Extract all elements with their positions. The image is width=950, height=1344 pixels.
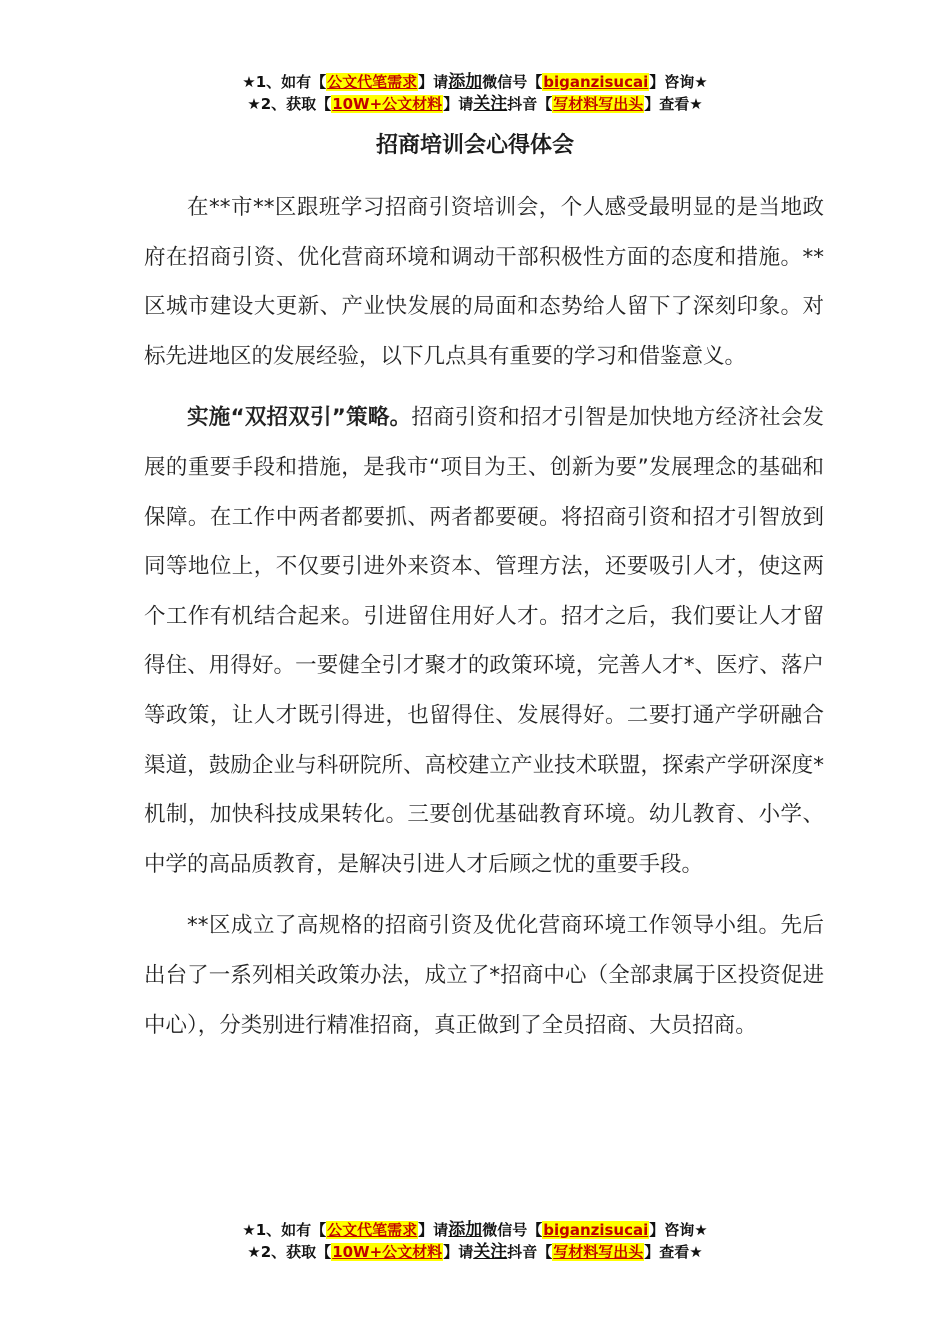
highlight-materials: 10W+公文材料 (332, 95, 443, 113)
banner-text: ★2、获取【 (247, 95, 332, 113)
paragraph-1: 在**市**区跟班学习招商引资培训会，个人感受最明显的是当地政府在招商引资、优化营商环境和调动干部积极性方面的态度和措施。**区城市建设大更新、产业快发展的局面和态势给人留下了深刻印象。对标先进地区的发展经验，以下几点具有重要的学习和借鉴意义。 (144, 195, 824, 369)
highlight-douyin-account: 写材料写出头 (553, 95, 644, 113)
banner-text: 】咨询★ (649, 73, 708, 91)
highlight-ghostwriting: 公文代笔需求 (327, 73, 418, 91)
banner-line-1 (0, 1219, 950, 1241)
banner-line-1 (0, 71, 950, 93)
header-banner (0, 71, 950, 115)
paragraph-3: **区成立了高规格的招商引资及优化营商环境工作领导小组。先后出台了一系列相关政策办法，成立了*招商中心（全部隶属于区投资促进中心），分类别进行精准招商，真正做到了全员招商、大员招商。 (144, 913, 824, 1038)
banner-emphasis: 关注 (473, 94, 508, 114)
banner-text: ★2、获取【 (247, 1243, 332, 1261)
paragraph-2-heading: 实施“双招双引”策略。 (187, 405, 412, 431)
highlight-materials: 10W+公文材料 (332, 1243, 443, 1261)
document-body (144, 183, 824, 1062)
banner-text: 】请 (418, 1221, 449, 1239)
highlight-wechat-id: biganzisucai (543, 1221, 649, 1239)
banner-text: 微信号【 (482, 1221, 543, 1239)
highlight-douyin-account: 写材料写出头 (553, 1243, 644, 1261)
document-title: 招商培训会心得体会 (375, 133, 574, 158)
banner-line-2 (0, 1241, 950, 1263)
banner-text: 】咨询★ (649, 1221, 708, 1239)
banner-text: ★1、如有【 (242, 1221, 327, 1239)
banner-text: 】查看★ (644, 95, 703, 113)
banner-emphasis: 添加 (448, 72, 483, 92)
banner-text: 】请 (443, 95, 474, 113)
footer-banner (0, 1219, 950, 1263)
banner-text: 抖音【 (507, 1243, 553, 1261)
banner-line-2 (0, 93, 950, 115)
banner-text: 抖音【 (507, 95, 553, 113)
banner-text: ★1、如有【 (242, 73, 327, 91)
banner-emphasis: 添加 (448, 1220, 483, 1240)
paragraph-2-text: 招商引资和招才引智是加快地方经济社会发展的重要手段和措施，是我市“项目为王、创新为要”发展理念的基础和保障。在工作中两者都要抓、两者都要硬。将招商引资和招才引智放到同等地位上，不仅要引进外来资本、管理方法，还要吸引人才，使这两个工作有机结合起来。引进留住用好人才。招才之后，我们要让人才留得住、用得好。一要健全引才聚才的政策环境，完善人才*、医疗、落户等政策，让人才既引得进，也留得住、发展得好。二要打通产学研融合渠道，鼓励企业与科研院所、高校建立产业技术联盟，探索产学研深度*机制，加快科技成果转化。三要创优基础教育环境。幼儿教育、小学、中学的高品质教育，是解决引进人才后顾之忧的重要手段。 (144, 405, 824, 877)
banner-text: 微信号【 (482, 73, 543, 91)
banner-text: 】查看★ (644, 1243, 703, 1261)
banner-text: 】请 (443, 1243, 474, 1261)
banner-emphasis: 关注 (473, 1242, 508, 1262)
highlight-wechat-id: biganzisucai (543, 73, 649, 91)
highlight-ghostwriting: 公文代笔需求 (327, 1221, 418, 1239)
paragraph-2 (144, 393, 824, 889)
banner-text: 】请 (418, 73, 449, 91)
